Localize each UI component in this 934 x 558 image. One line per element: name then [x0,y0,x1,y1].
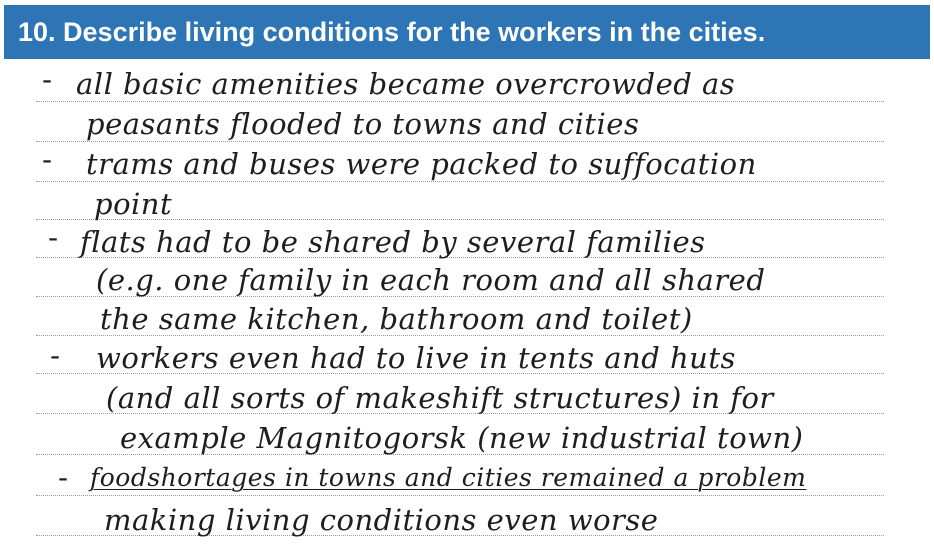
answer-line: workers even had to live in tents and huts [96,341,736,375]
handwritten-answer-sheet [0,59,934,558]
answer-line: (and all sorts of makeshift structures) in for [106,381,774,415]
answer-line: peasants flooded to towns and cities [86,107,640,141]
ruled-line [36,101,884,102]
ruled-line [36,495,884,496]
bullet-dash: - [58,461,69,494]
bullet-dash: - [50,339,61,372]
answer-line: foodshortages in towns and cities remained a problem [90,463,807,492]
answer-line: making living conditions even worse [104,503,659,537]
answer-line: trams and buses were packed to suffocation [86,147,757,181]
bullet-dash: - [42,63,53,96]
answer-line: flats had to be shared by several families [80,225,706,259]
ruled-line [36,181,884,182]
question-header [4,5,930,59]
answer-line: example Magnitogorsk (new industrial town) [120,421,804,455]
bullet-dash: - [48,221,59,254]
bullet-dash: - [42,143,53,176]
answer-line: all basic amenities became overcrowded as [76,67,736,101]
answer-line: point [94,187,173,221]
ruled-line [36,141,884,142]
answer-line: (e.g. one family in each room and all shared [96,263,766,297]
question-title: 10. Describe living conditions for the workers in the cities. [18,16,766,47]
answer-line: the same kitchen, bathroom and toilet) [100,302,693,336]
